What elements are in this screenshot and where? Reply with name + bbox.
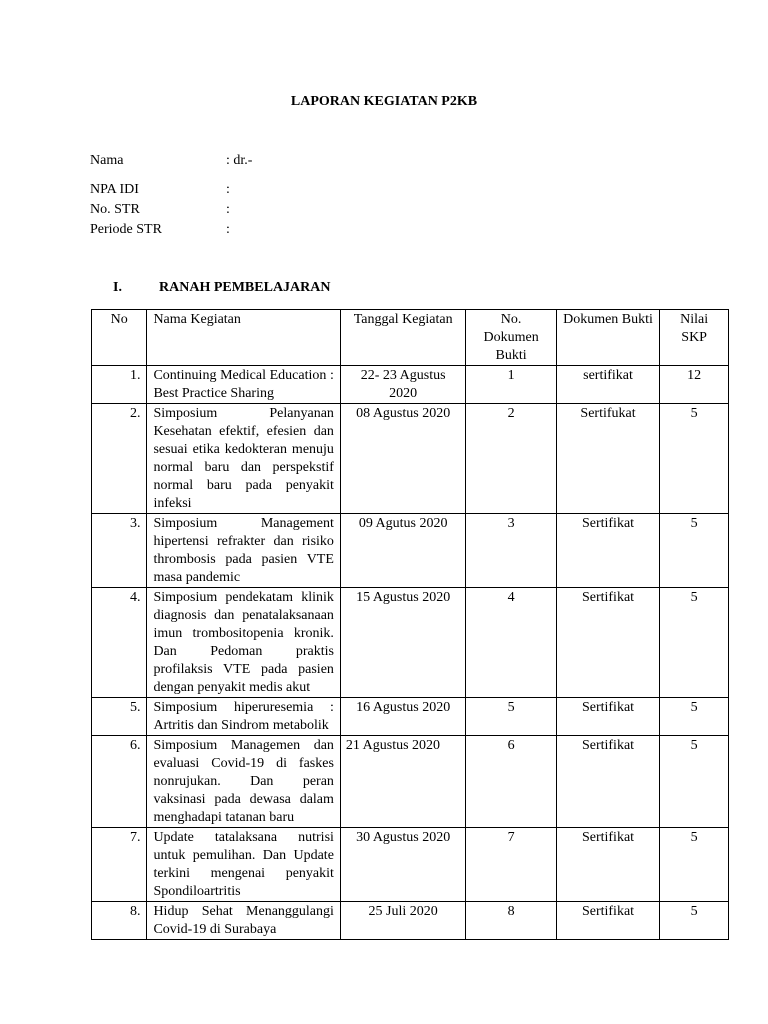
info-row-nama	[90, 151, 252, 171]
header-name: Nama Kegiatan	[147, 310, 340, 366]
info-label-no-str: No. STR	[90, 202, 140, 217]
cell-doc-no: 1	[466, 366, 556, 404]
cell-no: 5.	[92, 698, 147, 736]
info-label-nama: Nama	[90, 153, 124, 168]
table-row	[92, 828, 729, 902]
cell-no: 6.	[92, 736, 147, 828]
table-row	[92, 366, 729, 404]
table-row	[92, 736, 729, 828]
cell-doc-no: 4	[466, 588, 556, 698]
cell-skp: 5	[660, 588, 729, 698]
cell-name: Simposium Pelanyanan Kesehatan efektif, efesien dan sesuai etika kedokteran menuju normal baru dan perspekstif normal baru pada penyakit infeksi	[147, 404, 340, 514]
header-no: No	[92, 310, 147, 366]
header-skp: Nilai SKP	[660, 310, 729, 366]
info-label-npa-idi: NPA IDI	[90, 182, 139, 197]
cell-skp: 12	[660, 366, 729, 404]
cell-doc-no: 5	[466, 698, 556, 736]
header-doc-no: No. Dokumen Bukti	[466, 310, 556, 366]
cell-date: 30 Agustus 2020	[340, 828, 465, 902]
cell-skp: 5	[660, 404, 729, 514]
cell-date: 16 Agustus 2020	[340, 698, 465, 736]
info-value-no-str: :	[226, 202, 230, 217]
cell-name: Simposium pendekatam klinik diagnosis dan penatalaksanaan imun trombositopenia kronik. Dan Pedoman praktis profilaksis VTE pada pasien dengan penyakit medis akut	[147, 588, 340, 698]
section-heading	[113, 280, 331, 296]
cell-name: Simposium Managemen dan evaluasi Covid-19 di faskes nonrujukan. Dan peran vaksinasi pada dewasa dalam menghadapi tatanan baru	[147, 736, 340, 828]
cell-name: Continuing Medical Education : Best Practice Sharing	[147, 366, 340, 404]
info-value-periode-str: :	[226, 222, 230, 237]
table-row	[92, 902, 729, 940]
cell-name: Simposium Management hipertensi refrakter dan risiko thrombosis pada pasien VTE masa pandemic	[147, 514, 340, 588]
report-title: LAPORAN KEGIATAN P2KB	[290, 94, 478, 109]
cell-no: 3.	[92, 514, 147, 588]
info-value-npa-idi: :	[226, 182, 230, 197]
cell-skp: 5	[660, 736, 729, 828]
cell-doc: Sertifikat	[556, 588, 659, 698]
table-row	[92, 514, 729, 588]
cell-date: 08 Agustus 2020	[340, 404, 465, 514]
cell-no: 2.	[92, 404, 147, 514]
activity-table	[91, 309, 729, 940]
cell-doc: Sertifukat	[556, 404, 659, 514]
cell-skp: 5	[660, 514, 729, 588]
section-title: RANAH PEMBELAJARAN	[159, 280, 331, 295]
table-header-row	[92, 310, 729, 366]
cell-name: Update tatalaksana nutrisi untuk pemulihan. Dan Update terkini mengenai penyakit Spondiloartritis	[147, 828, 340, 902]
cell-doc-no: 2	[466, 404, 556, 514]
cell-doc: Sertifikat	[556, 828, 659, 902]
info-label-periode-str: Periode STR	[90, 222, 162, 237]
cell-doc: Sertifikat	[556, 736, 659, 828]
cell-date: 21 Agustus 2020	[340, 736, 465, 828]
info-row-npa-idi	[90, 180, 230, 200]
cell-date: 09 Agutus 2020	[340, 514, 465, 588]
cell-skp: 5	[660, 828, 729, 902]
info-value-nama: : dr.-	[226, 153, 253, 168]
cell-doc-no: 3	[466, 514, 556, 588]
cell-doc: Sertifikat	[556, 698, 659, 736]
cell-doc: Sertifikat	[556, 902, 659, 940]
cell-no: 4.	[92, 588, 147, 698]
header-doc: Dokumen Bukti	[556, 310, 659, 366]
cell-name: Hidup Sehat Menanggulangi Covid-19 di Surabaya	[147, 902, 340, 940]
section-number: I.	[113, 280, 122, 295]
table-row	[92, 698, 729, 736]
cell-doc: sertifikat	[556, 366, 659, 404]
info-row-no-str	[90, 200, 230, 220]
cell-no: 1.	[92, 366, 147, 404]
cell-date: 15 Agustus 2020	[340, 588, 465, 698]
cell-doc: Sertifikat	[556, 514, 659, 588]
cell-name: Simposium hiperuresemia : Artritis dan Sindrom metabolik	[147, 698, 340, 736]
cell-no: 7.	[92, 828, 147, 902]
cell-doc-no: 6	[466, 736, 556, 828]
cell-date: 25 Juli 2020	[340, 902, 465, 940]
table-row	[92, 588, 729, 698]
cell-doc-no: 7	[466, 828, 556, 902]
cell-doc-no: 8	[466, 902, 556, 940]
info-row-periode-str	[90, 220, 230, 240]
cell-skp: 5	[660, 902, 729, 940]
cell-skp: 5	[660, 698, 729, 736]
table-row	[92, 404, 729, 514]
cell-no: 8.	[92, 902, 147, 940]
cell-date: 22- 23 Agustus 2020	[340, 366, 465, 404]
header-date: Tanggal Kegiatan	[340, 310, 465, 366]
